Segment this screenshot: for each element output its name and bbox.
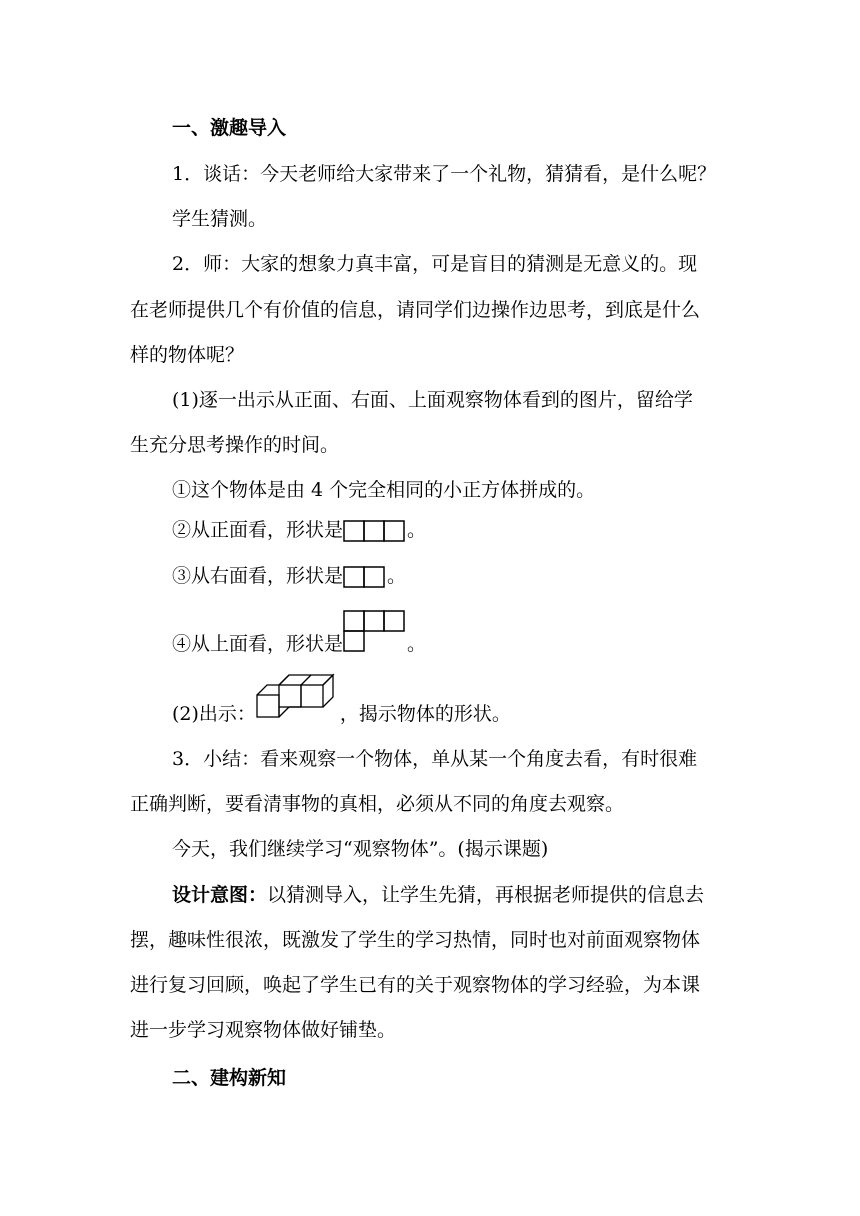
top-view-figure [343,631,407,659]
section-heading-1: 一、激趣导入 [172,117,287,139]
paragraph-4-end: ，揭示物体的形状。 [339,703,511,725]
item-4 [172,630,792,659]
item-1: ①这个物体是由 4 个完全相同的小正方体拼成的。 [172,479,596,501]
paragraph-5-line-1: 3．小结：看来观察一个物体，单从某一个角度去看，有时很难 [172,748,698,770]
item-3 [172,562,792,590]
front-view-figure [343,519,407,543]
paragraph-2-line-2: 在老师提供几个有价值的信息，请同学们边操作边思考，到底是什么 [130,299,701,321]
paragraph-4-text: (2)出示： [172,703,256,725]
cube-figure [256,701,340,729]
design-intent-line-3: 进行复习回顾，唤起了学生已有的关于观察物体的学习经验，为本课 [130,974,701,996]
paragraph-2-line-3: 样的物体呢？ [130,344,245,366]
paragraph-5-line-2: 正确判断，要看清事物的真相，必须从不同的角度去观察。 [130,793,625,815]
paragraph-1-line-2: 学生猜测。 [172,208,268,230]
paragraph-2-line-1: 2．师：大家的想象力真丰富，可是盲目的猜测是无意义的。现 [172,253,698,275]
right-view-figure [343,565,387,589]
item-3-text: ③从右面看，形状是 [172,565,344,587]
item-2-text: ②从正面看，形状是 [172,519,344,541]
paragraph-4 [172,700,792,729]
item-3-end: 。 [387,565,407,587]
design-intent-label: 设计意图： [172,884,268,906]
design-intent-text: 以猜测导入，让学生先猜，再根据老师提供的信息去 [267,884,705,906]
section-heading-2: 二、建构新知 [172,1067,287,1089]
paragraph-3-line-1: (1)逐一出示从正面、右面、上面观察物体看到的图片，留给学 [172,389,693,411]
design-intent-line-2: 摆，趣味性很浓，既激发了学生的学习热情，同时也对前面观察物体 [130,929,701,951]
item-4-text: ④从上面看，形状是 [172,633,344,655]
item-4-end: 。 [407,633,427,655]
item-2-end: 。 [407,519,427,541]
design-intent-line-1 [172,881,792,909]
paragraph-3-line-2: 生充分思考操作的时间。 [130,434,340,456]
paragraph-6-line-1: 今天，我们继续学习“观察物体”。(揭示课题) [172,838,549,860]
design-intent-line-4: 进一步学习观察物体做好铺垫。 [130,1019,397,1041]
paragraph-1-line-1: 1．谈话：今天老师给大家带来了一个礼物，猜猜看，是什么呢？ [172,163,717,185]
item-2 [172,516,792,544]
